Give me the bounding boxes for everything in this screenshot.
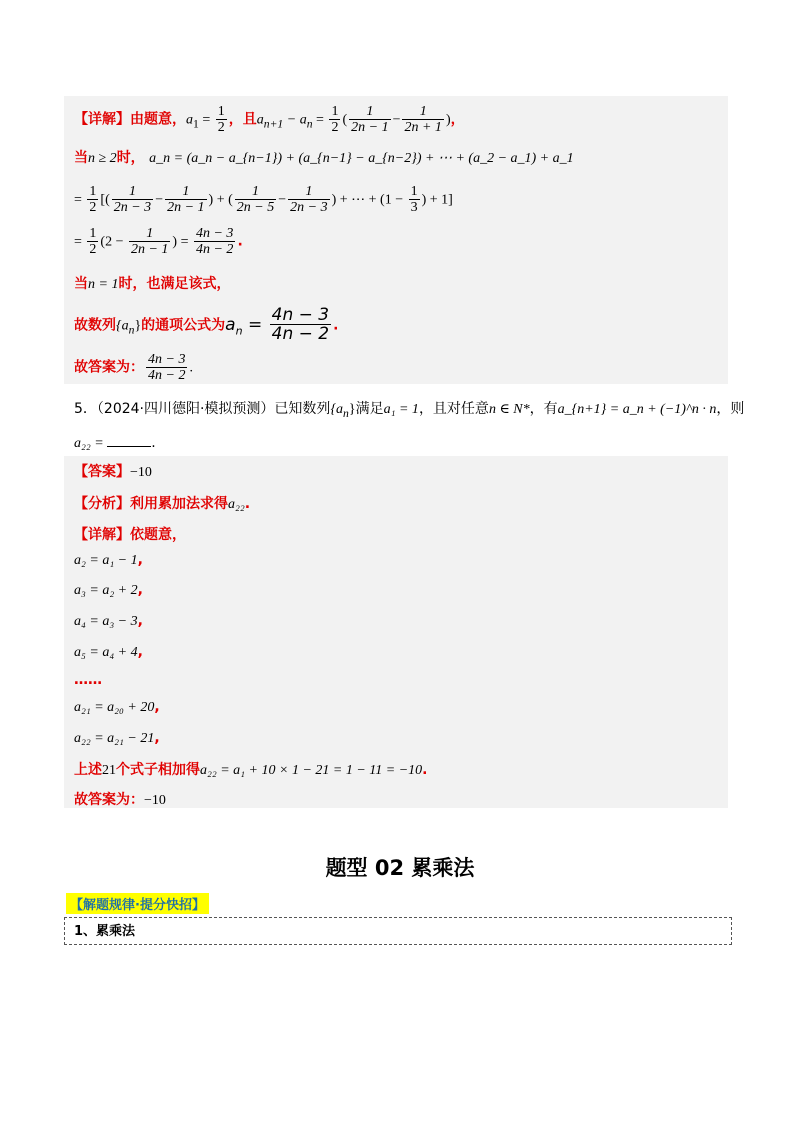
detail-line-2: 当n ≥ 2时， a_n = (a_n − a_{n−1}) + (a_{n−1} − a_{n−2}) + ⋯ + (a_2 − a_1) + a_1 [74, 150, 574, 166]
fraction-half: $\frac{1}{2}$ [217, 104, 225, 135]
step-line: a₃ = a₂ + 2, [74, 582, 143, 598]
detail-line-3: = $\frac{1}{2}$ [( $\frac{1}{2n - 3}$ − $\frac{1}{2n - 1}$ ) + ( $\frac{1}{2n - 5}$ − $\frac{1}{2n - 3}$ ) + ⋯ + (1 − $\frac{1}{3}$ ) + 1] [74, 184, 453, 215]
detail-line-7: 故答案为： $\frac{4n - 3}{4n - 2}$ . [74, 352, 193, 383]
section-title: 题型 02 累乘法 [325, 856, 475, 880]
answer-blank [107, 432, 151, 447]
tip-tag: 【解题规律·提分快招】 [66, 893, 209, 914]
detail-line-5: 当n = 1时，也满足该式， [74, 276, 231, 292]
question-5-line-2: a₂₂ = . [74, 432, 156, 452]
answer-line: 【答案】−10 [74, 464, 152, 480]
question-5: 5．（2024·四川德阳·模拟预测）已知数列$\{a_n\}$满足a₁ = 1，且对任意n ∈ N*，有a_{n+1} = a_n + (−1)^n · n，则 [74, 401, 745, 420]
step-line: a₅ = a₄ + 4, [74, 644, 143, 660]
detail-line-1: 【详解】由题意，$a_1$ = $\frac{1}{2}$ ，且$a_{n+1} - a_n$ = $\frac{1}{2}$ ( $\frac{1}{2n - 1}$ − $\frac{1}{2n + 1}$ )， [74, 104, 465, 135]
method-box [64, 917, 732, 945]
method-box-label: 1、累乘法 [74, 924, 136, 939]
final-answer-line: 故答案为：−10 [74, 792, 166, 808]
detail-line-4: = $\frac{1}{2}$ (2 − $\frac{1}{2n - 1}$ ) = $\frac{4n - 3}{4n - 2}$ . [74, 226, 243, 257]
detail-label-line: 【详解】依题意， [74, 527, 186, 543]
analysis-line: 【分析】利用累加法求得a₂₂. [74, 496, 251, 512]
sum-line: 上述21个式子相加得a₂₂ = a₁ + 10 × 1 − 21 = 1 − 11 = −10. [74, 762, 428, 778]
step-line: a₂₁ = a₂₀ + 20, [74, 699, 160, 715]
detail-line-6: 故数列$\{a_n\}$的通项公式为$a_n$ = $\frac{4n - 3}{4n - 2}$ . [74, 305, 339, 344]
step-line: a₂ = a₁ − 1, [74, 552, 143, 568]
step-line: a₄ = a₃ − 3, [74, 613, 143, 629]
ellipsis-line: …… [74, 672, 102, 688]
step-line: a₂₂ = a₂₁ − 21, [74, 730, 160, 746]
